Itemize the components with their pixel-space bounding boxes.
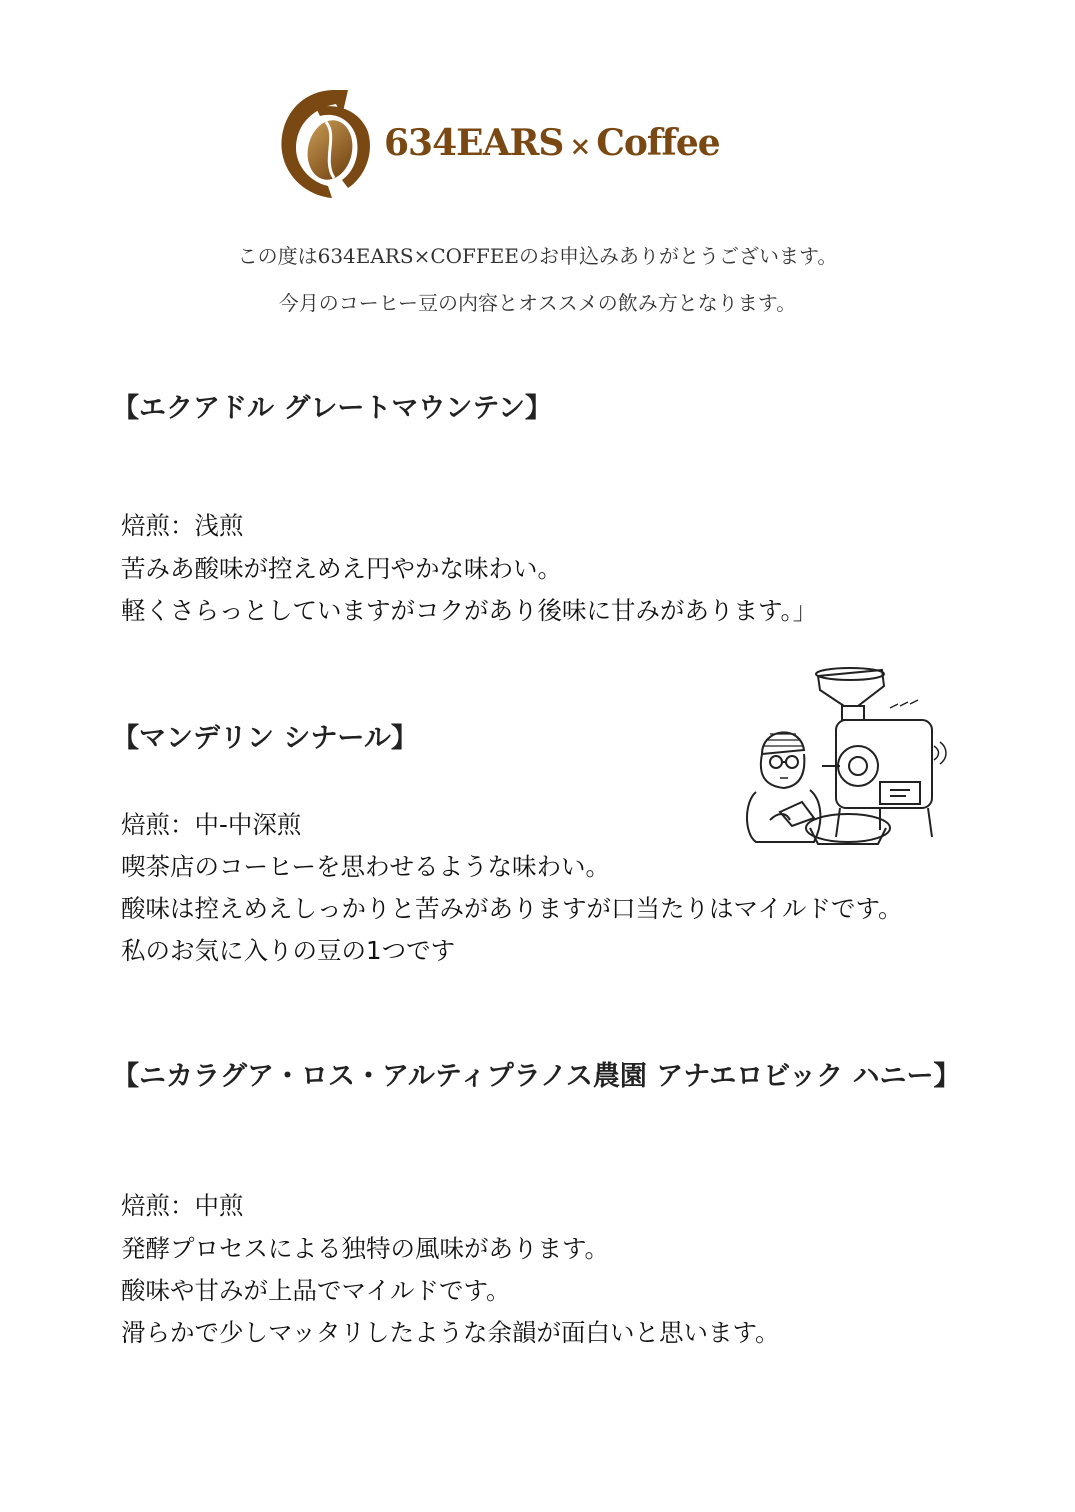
section-1-title: 【エクアドル グレートマウンテン】 bbox=[112, 393, 553, 424]
section-2-title: 【マンデリン シナール】 bbox=[112, 723, 418, 754]
section-2-desc-2: 酸味は控えめえしっかりと苦みがありますが口当たりはマイルドです。 bbox=[121, 894, 903, 923]
coffee-bean-logo-icon bbox=[276, 86, 376, 202]
intro-line-2: 今月のコーヒー豆の内容とオススメの飲み方となります。 bbox=[278, 291, 797, 315]
section-3-desc-1: 発酵プロセスによる独特の風味があります。 bbox=[121, 1234, 610, 1263]
brand-logo bbox=[276, 86, 746, 206]
section-3-desc-3: 滑らかで少しマッタリしたような余韻が面白いと思います。 bbox=[121, 1318, 780, 1347]
section-1-desc-1: 苦みあ酸味が控えめえ円やかな味わい。 bbox=[121, 554, 562, 583]
section-2-desc-3: 私のお気に入りの豆の1つです bbox=[121, 936, 456, 965]
section-1-roast: 焙煎：浅煎 bbox=[121, 511, 244, 540]
intro-line-1: この度は634EARS×COFFEEのお申込みありがとうございます。 bbox=[237, 244, 838, 268]
logo-product-text: Coffee bbox=[596, 122, 720, 164]
section-2-roast: 焙煎：中-中深煎 bbox=[121, 810, 302, 839]
section-3-roast: 焙煎：中煎 bbox=[121, 1191, 244, 1220]
section-3-title: 【ニカラグア・ロス・アルティプラノス農園 アナエロビック ハニー】 bbox=[112, 1061, 961, 1092]
section-2-desc-1: 喫茶店のコーヒーを思わせるような味わい。 bbox=[121, 852, 611, 881]
coffee-roaster-illustration-icon bbox=[740, 662, 955, 857]
logo-brand-text: 634EARS bbox=[384, 122, 564, 164]
section-1-desc-2: 軽くさらっとしていますがコクがあり後味に甘みがあります。」 bbox=[121, 596, 818, 625]
section-3-desc-2: 酸味や甘みが上品でマイルドです。 bbox=[121, 1276, 511, 1305]
logo-times-sign: × bbox=[569, 132, 591, 162]
